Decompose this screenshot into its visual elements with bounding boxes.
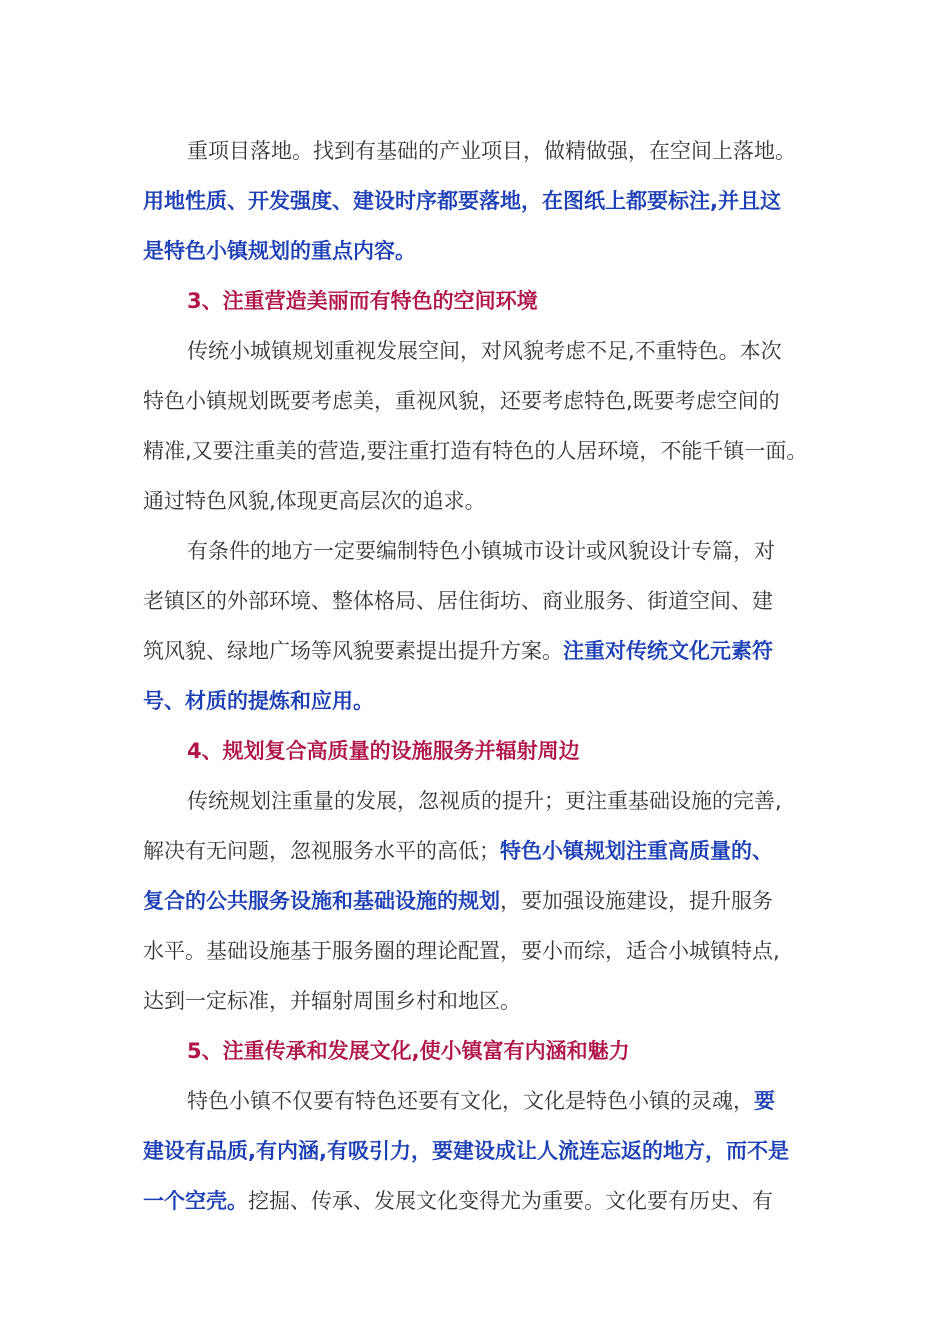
paragraph-line xyxy=(187,1086,775,1116)
plain-text: 挖掘、传承、发展文化变得尤为重要。文化要有历史、有 xyxy=(248,1189,773,1213)
paragraph-line xyxy=(143,836,773,866)
emphasis-text: 一个空壳。 xyxy=(143,1189,248,1213)
paragraph-line: 有条件的地方一定要编制特色小镇城市设计或风貌设计专篇，对 xyxy=(187,539,775,563)
emphasis-line: 号、材质的提炼和应用。 xyxy=(143,689,374,713)
paragraph-line: 老镇区的外部环境、整体格局、居住街坊、商业服务、街道空间、建 xyxy=(143,589,773,613)
emphasis-line: 建设有品质,有内涵,有吸引力，要建设成让人流连忘返的地方，而不是 xyxy=(143,1139,789,1163)
emphasis-text: 要 xyxy=(754,1089,775,1113)
plain-text: ，要加强设施建设，提升服务 xyxy=(500,889,773,913)
section-heading-5: 5、注重传承和发展文化,使小镇富有内涵和魅力 xyxy=(187,1039,630,1063)
plain-text: 解决有无问题，忽视服务水平的高低； xyxy=(143,839,500,863)
section-heading-4: 4、规划复合高质量的设施服务并辐射周边 xyxy=(187,739,580,763)
paragraph-line: 传统小城镇规划重视发展空间，对风貌考虑不足,不重特色。本次 xyxy=(187,339,782,363)
emphasis-text: 特色小镇规划注重高质量的、 xyxy=(500,839,773,863)
plain-text: 筑风貌、绿地广场等风貌要素提出提升方案。 xyxy=(143,639,563,663)
plain-text: 特色小镇不仅要有特色还要有文化，文化是特色小镇的灵魂， xyxy=(187,1089,754,1113)
emphasis-line: 用地性质、开发强度、建设时序都要落地，在图纸上都要标注,并且这 xyxy=(143,189,781,213)
section-heading-3: 3、注重营造美丽而有特色的空间环境 xyxy=(187,289,538,313)
paragraph-line: 重项目落地。找到有基础的产业项目，做精做强，在空间上落地。 xyxy=(187,139,796,163)
paragraph-line: 水平。基础设施基于服务圈的理论配置，要小而综，适合小城镇特点, xyxy=(143,939,780,963)
paragraph-line xyxy=(143,636,773,666)
paragraph-line: 达到一定标准，并辐射周围乡村和地区。 xyxy=(143,989,521,1013)
paragraph-line: 传统规划注重量的发展，忽视质的提升；更注重基础设施的完善, xyxy=(187,789,782,813)
paragraph-line: 特色小镇规划既要考虑美，重视风貌，还要考虑特色,既要考虑空间的 xyxy=(143,389,780,413)
emphasis-line: 是特色小镇规划的重点内容。 xyxy=(143,239,416,263)
paragraph-line xyxy=(143,886,773,916)
emphasis-text: 复合的公共服务设施和基础设施的规划 xyxy=(143,889,500,913)
paragraph-line xyxy=(143,1186,773,1216)
paragraph-line: 通过特色风貌,体现更高层次的追求。 xyxy=(143,489,486,513)
paragraph-line: 精准,又要注重美的营造,要注重打造有特色的人居环境，不能千镇一面。 xyxy=(143,439,808,463)
emphasis-text: 注重对传统文化元素符 xyxy=(563,639,773,663)
